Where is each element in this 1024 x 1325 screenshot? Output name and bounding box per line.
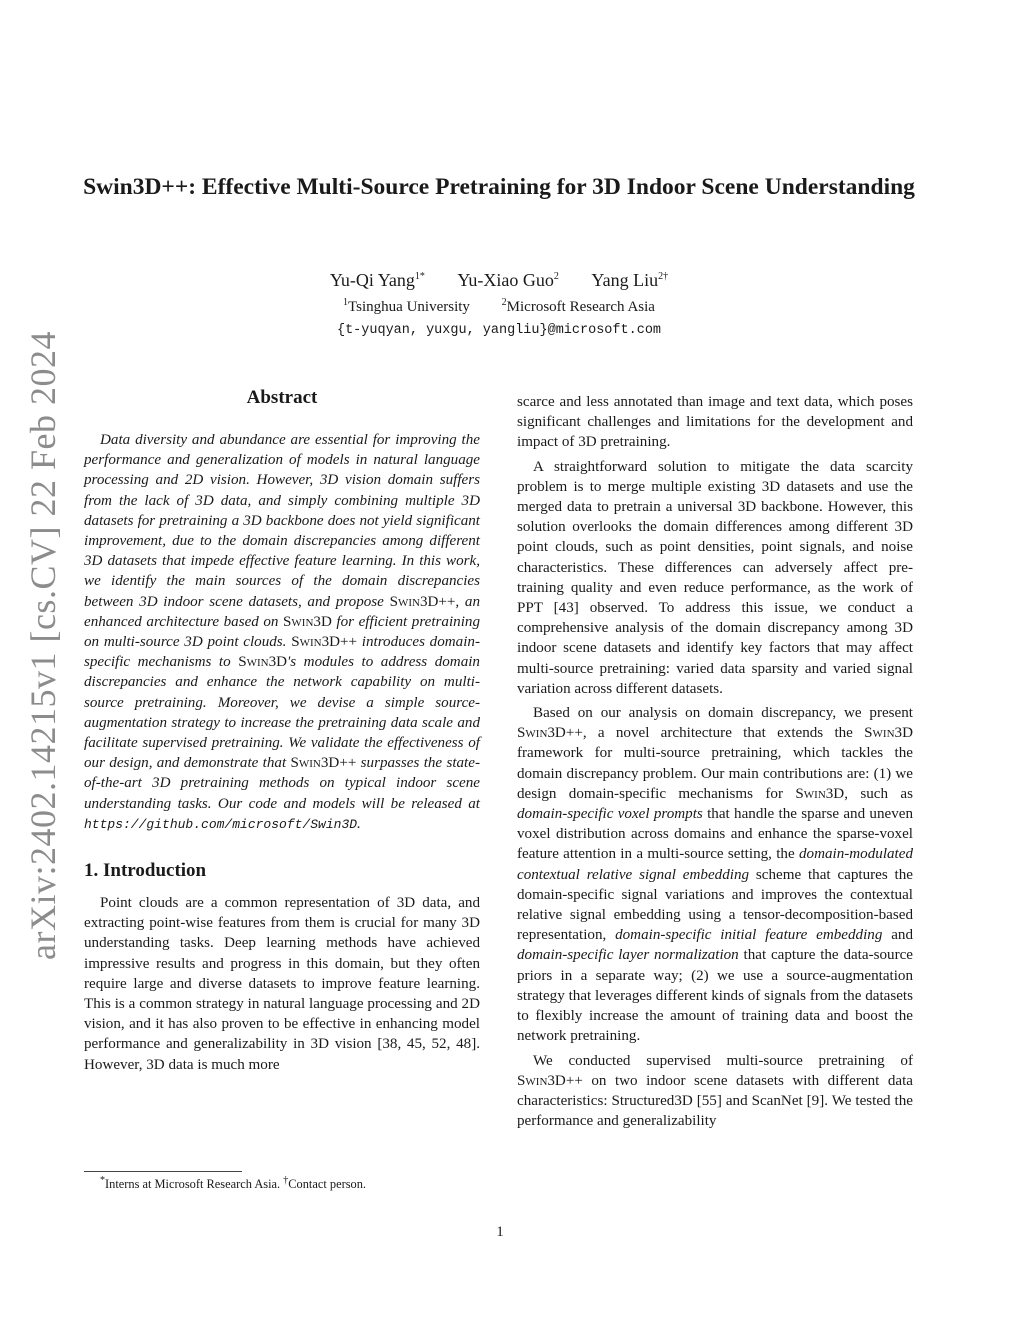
section-heading-introduction: 1. Introduction xyxy=(84,860,207,882)
page-number: 1 xyxy=(496,1224,504,1240)
abstract-heading: Abstract xyxy=(246,387,318,408)
intro-paragraph-3: Based on our analysis on domain discrepancy, we present Swin3D++, a novel architecture that extends the Swin3D framework for multi-source pretraining, which tackles the domain discrepancy problem. Our main contributions are: (1) we design domain-specific mechanisms for Swin3D, such as domain-specific voxel prompts that handle the sparse and uneven voxel distribution across domains and enhance the sparse-voxel feature attention in a multi-source setting, the domain-modulated contextual relative signal embedding scheme that captures the domain-specific signal variations and improves the contextual relative signal embedding using a tensor-decomposition-based representation, domain-specific initial feature embedding and domain-specific layer normalization that capture the data-source priors in a separate way; (2) we use a source-augmentation strategy that leverages different kinds of signals from the datasets to flexibly increase the amount of training data and boost the network pretraining. xyxy=(517,705,914,1045)
footnote: *Interns at Microsoft Research Asia. †Contact person. xyxy=(100,1174,367,1191)
affiliation-2: $^2$Microsoft Research Asia xyxy=(501,297,655,315)
footnote-divider xyxy=(84,1171,242,1172)
affiliation-list xyxy=(80,297,918,317)
author-emails: {t-yuqyan, yuxgu, yangliu}@microsoft.com xyxy=(336,323,662,338)
intro-paragraph-2: A straightforward solution to mitigate the data scarcity problem is to merge multiple existing 3D datasets and use the merged data to pretrain a universal 3D backbone. However, this solution overlooks the domain differences among different 3D point clouds, such as point densities, point signals, and noise characteristics. These differences can adversely affect pre-training quality and even reduce performance, as the work of PPT [43] observed. To address this issue, we conduct a comprehensive analysis of the domain discrepancy among 3D indoor scene datasets and identify key factors that may affect multi-source pretraining: varied data sparsity and varied signal variation across different datasets. xyxy=(517,458,913,697)
right-column xyxy=(517,392,913,1131)
author-1: Yu-Qi Yang$^{1*}$ xyxy=(329,270,425,290)
author-3: Yang Liu$^{2\dagger}$ xyxy=(591,270,669,290)
paper-title: Swin3D++: Effective Multi-Source Pretraining for 3D Indoor Scene Understanding xyxy=(83,174,915,200)
intro-paragraph-1: Point clouds are a common representation of 3D data, and extracting point-wise features from them is crucial for many 3D understanding tasks. Deep learning methods have achieved impressive results and progress in this domain, but they often require large and diverse datasets to improve feature learning. This is a common strategy in natural language processing and 2D vision, and it has also proven to be effective in enhancing model performance and generalizability in 3D vision [38, 45, 52, 48]. However, 3D data is much more xyxy=(84,895,480,1073)
abstract-body: Data diversity and abundance are essential for improving the performance and generalization of models in natural language processing and 2D vision. However, 3D vision domain suffers from the lack of 3D data, and simply combining multiple 3D datasets for pretraining a 3D backbone does not yield significant improvement, due to the domain discrepancies among different 3D datasets that impede effective feature learning. In this work, we identify the main sources of the domain discrepancies between 3D indoor scene datasets, and propose Swin3D++, an enhanced architecture based on Swin3D for efficient pretraining on multi-source 3D point clouds. Swin3D++ introduces domain-specific mechanisms to Swin3D's modules to address domain discrepancies and enhance the network capability on multi-source pretraining. Moreover, we devise a simple source-augmentation strategy to increase the pretraining data scale and facilitate supervised pretraining. We validate the effectiveness of our design, and demonstrate that Swin3D++ surpasses the state-of-the-art 3D pretraining methods on typical indoor scene understanding tasks. Our code and models will be released at https://github.com/microsoft/Swin3D. xyxy=(84,432,480,832)
author-2: Yu-Xiao Guo$^2$ xyxy=(457,270,559,290)
intro-paragraph-4: We conducted supervised multi-source pretraining of Swin3D++ on two indoor scene datasets with different data characteristics: Structured3D [55] and ScanNet [9]. We tested the performance and generalizability xyxy=(517,1052,913,1130)
intro-paragraph-continued: scarce and less annotated than image and text data, which poses significant challenges and limitations for the development and impact of 3D pretraining. xyxy=(517,394,913,451)
author-list xyxy=(80,268,918,292)
affiliation-1: $^1$Tsinghua University xyxy=(343,297,470,315)
left-column xyxy=(84,386,480,1075)
arxiv-identifier-stamp: arXiv:2402.14215v1 [cs.CV] 22 Feb 2024 xyxy=(23,331,63,960)
code-link[interactable]: https://github.com/microsoft/Swin3D xyxy=(84,816,358,832)
